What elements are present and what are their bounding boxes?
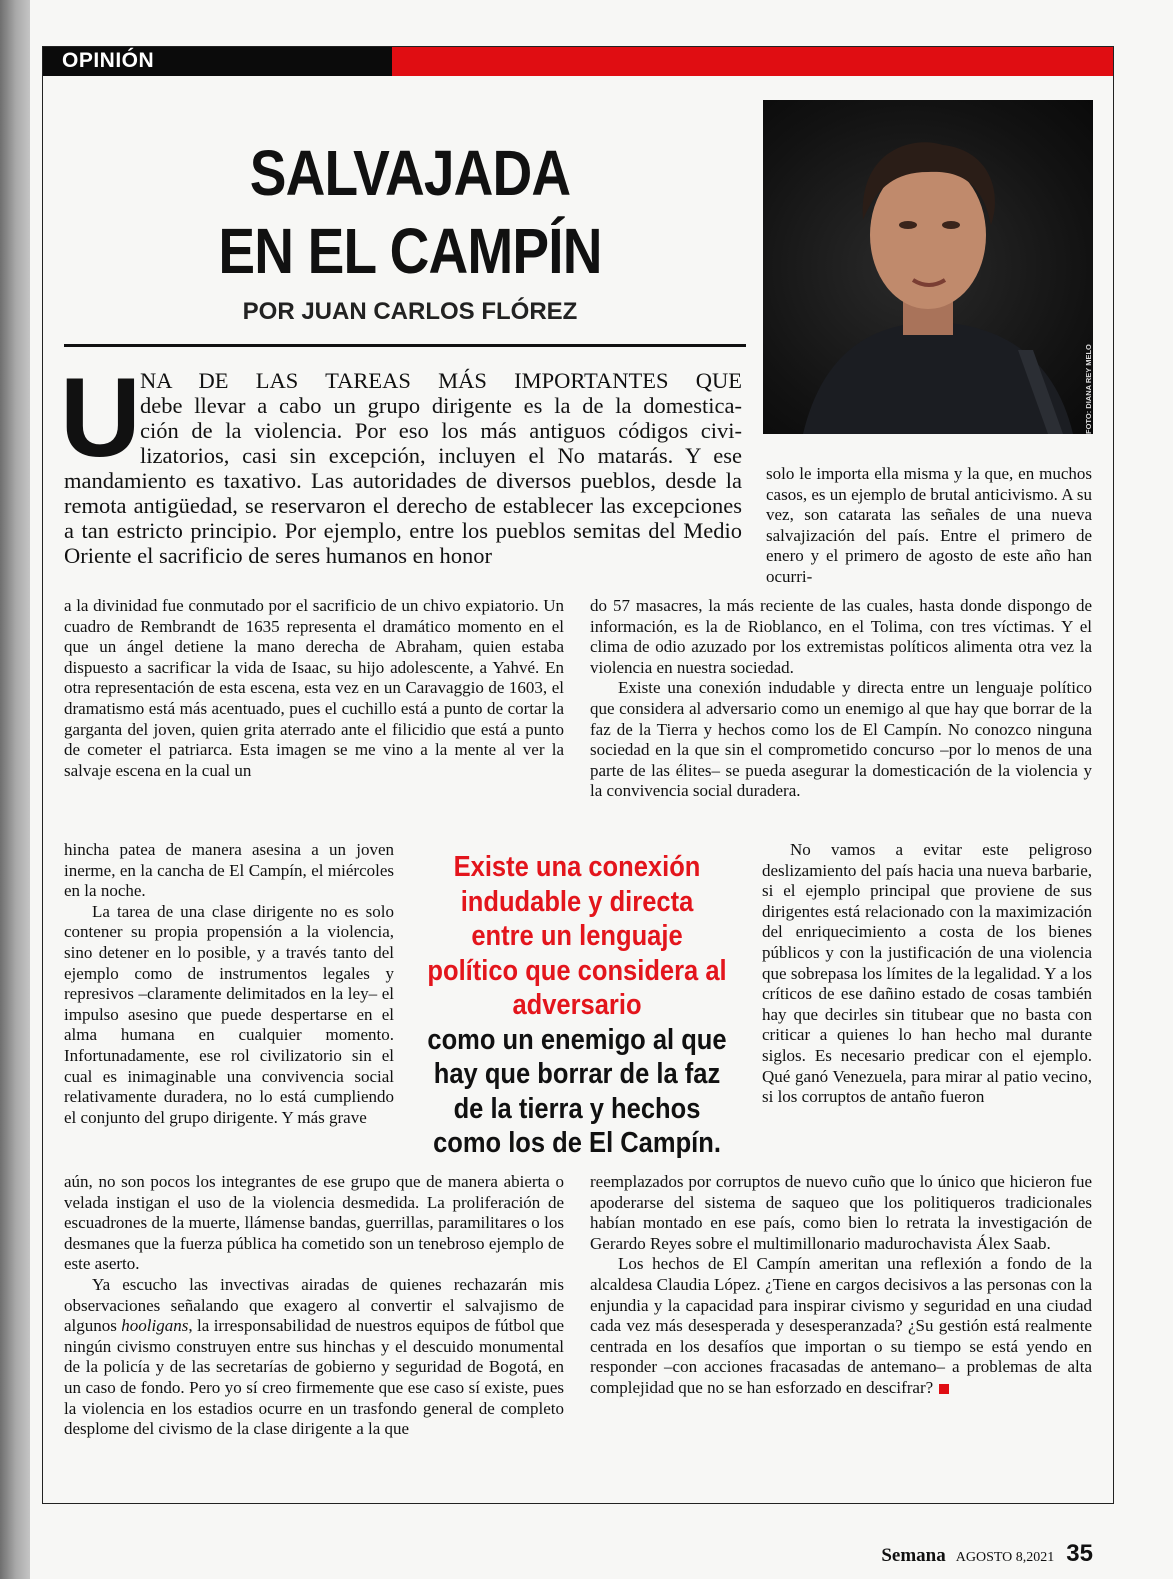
body-column-b [590, 596, 1092, 802]
pull-quote-black-text: como un enemigo al que hay que borrar de la faz de la tierra y hechos como los de El Campín. [427, 1023, 727, 1159]
body-text: Los hechos de El Campín ameritan una reflexión a fondo de la alcaldesa Claudia López. ¿Tiene en cargos decisivos a las personas con la enjundia y la capacidad para inspirar civismo y seguridad en una ciudad cada vez más desesperada y desesperanzada? ¿Su gestión está realmente centrada en los desafíos que importan o su tiempo se está yendo en responder –con acciones fracasadas de antemano– a problemas de alta complejidad que no se han esforzado en descifrar? [590, 1254, 1092, 1397]
byline: POR JUAN CARLOS FLÓREZ [242, 298, 578, 325]
section-label: OPINIÓN [62, 49, 155, 72]
issue-date: AGOSTO 8,2021 [955, 1550, 1055, 1565]
lead-line: ción de la violencia. Por eso los más antiguos códigos civi- [140, 418, 742, 443]
headline-line-2: EN EL CAMPÍN [218, 215, 602, 287]
drop-cap: U [60, 355, 141, 480]
body-text: Ya escucho las invectivas airadas de quienes rechazarán mis observaciones señalando que exagero al convertir el salvajismo de algunos [64, 1274, 564, 1336]
body-column-d [762, 840, 1092, 1108]
pull-quote [406, 850, 748, 1161]
body-paragraph: reemplazados por corruptos de nuevo cuño que lo único que hicieron fue apoderarse del sistema de saqueo que los politiqueros tradicionales habían montado en ese país, como bien lo retrata la investigación de Gerardo Reyes sobre el multimillonario madurochavista Álex Saab. [590, 1172, 1092, 1253]
headline-line-1: SALVAJADA [249, 137, 571, 209]
body-column-f [590, 1172, 1092, 1399]
publication-name: Semana [881, 1545, 946, 1566]
body-column-right-top [766, 464, 1092, 588]
body-paragraph: hincha patea de manera asesina a un joven inerme, en la cancha de El Campín, el miércoles en la noche. [64, 840, 394, 901]
body-paragraph: La tarea de una clase dirigente no es solo contener su propia propensión a la violencia, sino detener en lo posible, y a través tanto del ejemplo como de instrumentos legales y represivos –claramente delimitados en la ley– el impulso asesino que puede despertarse en el alma humana en cualquier momento. Infortunadamente, ese rol civilizatorio sin el cual es inimaginable una convivencia social relativamente duradera, no lo está cumpliendo el conjunto del grupo dirigente. Y más grave [64, 901, 394, 1127]
emphasis-text: hooligans [121, 1316, 189, 1336]
photo-credit: FOTO: DIANA REY MELO [1084, 344, 1093, 434]
body-column-e [64, 1172, 564, 1440]
page-footer [881, 1540, 1093, 1568]
lead-line: NA DE LAS TAREAS MÁS IMPORTANTES QUE [140, 368, 742, 393]
body-column-a [64, 596, 564, 781]
headline-rule [64, 344, 746, 347]
lead-indented-lines [140, 368, 742, 468]
page-number: 35 [1066, 1540, 1093, 1567]
body-paragraph [590, 1254, 1092, 1398]
author-portrait-illustration [763, 100, 1093, 434]
lead-paragraph: mandamiento es taxativo. Las autoridades de diversos pueblos, desde la remota antigüedad, se reservaron el derecho de establecer las excepciones a tan estricto principio. Por ejemplo, entre los pueblos semitas del Medio Oriente el sacrificio de seres humanos en honor [64, 468, 742, 568]
body-paragraph: aún, no son pocos los integrantes de ese grupo que de manera abierta o velada instigan el uso de la violencia desmedida. La proliferación de escuadrones de la muerte, llámense bandas, guerrillas, paramilitares o los desmanes que la fuerza pública ha cometido son un tenebroso ejemplo de este aserto. [64, 1172, 564, 1274]
pull-quote-red-text: Existe una conexión indudable y directa entre un lenguaje político que considera al adversario [427, 851, 727, 1021]
body-paragraph: solo le importa ella misma y la que, en muchos casos, es un ejemplo de brutal anticivismo. A su vez, son catarata las señales de una nueva salvajización del país. Entre el primero de enero y el primero de agosto de este año han ocurri- [766, 464, 1092, 586]
body-paragraph [64, 1275, 564, 1440]
lead-line: lizatorios, casi sin excepción, incluyen el No matarás. Y ese [140, 443, 742, 468]
body-column-c [64, 840, 394, 1128]
body-paragraph: do 57 masacres, la más reciente de las cuales, hasta donde dispongo de información, es la de Rioblanco, en el Tolima, con tres víctimas. Y el clima de odio azuzado por los extremistas políticos alimenta otra vez la violencia en nuestra sociedad. [590, 596, 1092, 677]
lead-line: debe llevar a cabo un grupo dirigente es la de la domestica- [140, 393, 742, 418]
headline [143, 134, 676, 290]
body-paragraph: Existe una conexión indudable y directa entre un lenguaje político que considera al adversario como un enemigo al que hay que borrar de la faz de la Tierra y hechos como los de El Campín. No conozco ninguna sociedad en la que sin el comprometido concurso –por lo menos de una parte de las élites– se pueda asegurar la domesticación de la violencia y la convivencia social duradera. [590, 678, 1092, 801]
body-paragraph: No vamos a evitar este peligroso deslizamiento del país hacia una nueva barbarie, si el ejemplo principal que proviene de sus dirigentes está relacionado con la maximización del enriquecimiento a costa de los bienes públicos y con la justificación de una violencia que sobrepasa los límites de la legalidad. Y a los críticos de ese dañino estado de cosas también hay que decirles sin titubear que no basta con criticar a quienes lo han hecho mal durante siglos. Es necesario predicar con el ejemplo. Qué ganó Venezuela, para mirar al patio vecino, si los corruptos de antaño fueron [762, 840, 1092, 1107]
end-mark-icon [939, 1384, 949, 1394]
body-text: , la irresponsabilidad de nuestros equipos de fútbol que ningún civismo construyen entre sus hinchas y el descuido monumental de la policía y de las secretarías de gobierno y seguridad de Bogotá, en un caso de fondo. Pero yo sí creo firmemente que ese caso sí existe, pues la violencia en los estadios ocurre en un trasfondo general de completo desplome del civismo de la clase dirigente a la que [64, 1316, 564, 1439]
body-paragraph: a la divinidad fue conmutado por el sacrificio de un chivo expiatorio. Un cuadro de Rembrandt de 1635 representa el dramático momento en el que un ángel detiene la mano derecha de Abraham, quien estaba dispuesto a sacrificar la vida de Isaac, su hijo adolescente, a Yahvé. En otra representación de esta escena, esta vez en un Caravaggio de 1603, el dramatismo está más acentuado, pues el cuchillo está a punto de cortar la garganta del joven, quien grita aterrado ante el filicidio que está a punto de cometer el patriarca. Esta imagen se me vino a la mente al ver la salvaje escena en la cual un [64, 596, 564, 780]
author-photo [763, 100, 1093, 434]
